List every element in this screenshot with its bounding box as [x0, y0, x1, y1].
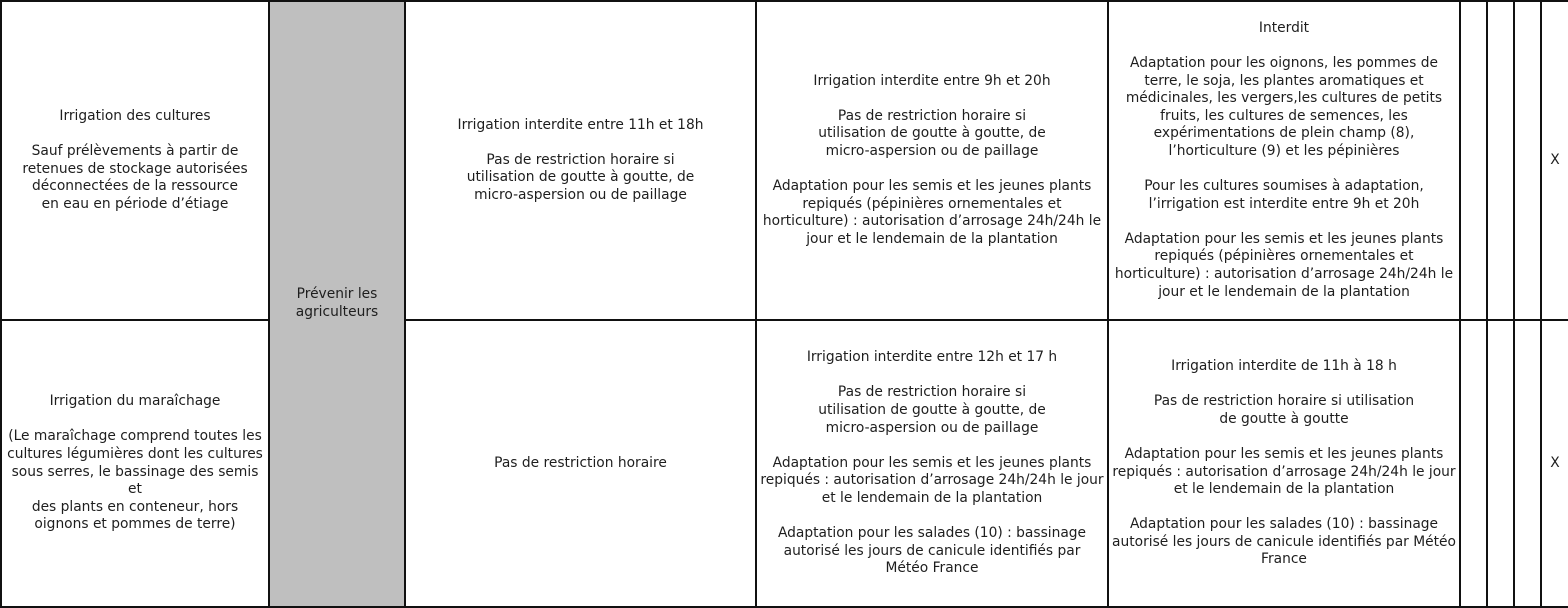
alerte-renforcee-adaptation: Adaptation pour les semis et les jeunes plants repiqués (pépinières ornementales et horticulture) : autorisation d’arrosage 24h/24h le jour et le lendemain de la plantation — [762, 178, 1102, 247]
crise-adaptation-seedlings: Adaptation pour les semis et les jeunes plants repiqués : autorisation d’arrosage 24h/24h le jour et le lendemain de la plantation — [1112, 445, 1456, 498]
empty-cell — [1487, 320, 1514, 607]
usage-cell — [1, 320, 269, 607]
alerte-rule: Irrigation interdite entre 11h et 18h — [457, 116, 704, 133]
alerte-renforcee-exception: Pas de restriction horaire si utilisation de goutte à goutte, de micro-aspersion ou de paillage — [818, 384, 1046, 436]
usage-title: Irrigation du maraîchage — [49, 393, 221, 410]
alerte-cell — [405, 320, 756, 607]
usage-cell — [1, 1, 269, 320]
alerte-renforcee-cell — [756, 320, 1108, 607]
alerte-renforcee-cell — [756, 1, 1108, 320]
alerte-renforcee-adaptation: Adaptation pour les semis et les jeunes plants repiqués : autorisation d’arrosage 24h/24h le jour et le lendemain de la plantation — [760, 454, 1104, 506]
crise-rule: Irrigation interdite de 11h à 18 h — [1171, 357, 1397, 374]
crise-cell — [1108, 320, 1460, 607]
crise-cell — [1108, 1, 1460, 320]
vigilance-level-cell — [269, 1, 405, 607]
mark-cell — [1541, 1, 1568, 320]
empty-cell — [1514, 1, 1541, 320]
empty-cell — [1460, 1, 1487, 320]
vigilance-note: Prévenir les agriculteurs — [295, 286, 379, 320]
alerte-rule: Pas de restriction horaire — [494, 454, 667, 471]
crise-rule: Interdit — [1258, 19, 1310, 36]
alerte-renforcee-exception: Pas de restriction horaire si utilisation de goutte à goutte, de micro-aspersion ou de paillage — [818, 107, 1046, 159]
crise-adaptation: Adaptation pour les oignons, les pommes de terre, le soja, les plantes aromatiques et médicinales, les vergers,les cultures de petits fruits, les cultures de semences, les expérimentations de plein champ (8), l’horticulture (9) et les pépinières — [1125, 54, 1443, 159]
crise-adaptation-salads: Adaptation pour les salades (10) : bassinage autorisé les jours de canicule identifiés par Météo France — [1112, 516, 1456, 568]
alerte-renforcee-rule: Irrigation interdite entre 9h et 20h — [813, 72, 1051, 89]
mark-x: X — [1550, 454, 1560, 471]
alerte-renforcee-salads: Adaptation pour les salades (10) : bassinage autorisé les jours de canicule identifiés par Météo France — [777, 525, 1087, 577]
usage-title: Irrigation des cultures — [59, 107, 211, 124]
crise-adaptation-seedlings: Adaptation pour les semis et les jeunes plants repiqués (pépinières ornementales et horticulture) : autorisation d’arrosage 24h/24h le jour et le lendemain de la plantation — [1114, 230, 1454, 300]
alerte-cell — [405, 1, 756, 320]
table-row — [1, 320, 1568, 607]
crise-exception: Pas de restriction horaire si utilisation de goutte à goutte — [1153, 393, 1415, 427]
table-row — [1, 1, 1568, 320]
mark-x: X — [1550, 151, 1560, 168]
mark-cell — [1541, 320, 1568, 607]
alerte-renforcee-rule: Irrigation interdite entre 12h et 17 h — [806, 349, 1058, 366]
empty-cell — [1460, 320, 1487, 607]
empty-cell — [1514, 320, 1541, 607]
alerte-exception: Pas de restriction horaire si utilisation de goutte à goutte, de micro-aspersion ou de paillage — [466, 151, 695, 203]
empty-cell — [1487, 1, 1514, 320]
usage-detail: (Le maraîchage comprend toutes les cultures légumières dont les cultures sous serres, le bassinage des semis et des plants en conteneur, hors oignons et pommes de terre) — [7, 428, 263, 533]
crise-adaptation-hours: Pour les cultures soumises à adaptation, l’irrigation est interdite entre 9h et 20h — [1144, 178, 1424, 212]
usage-detail: Sauf prélèvements à partir de retenues de stockage autorisées déconnectées de la ressource en eau en période d’étiage — [22, 142, 248, 212]
